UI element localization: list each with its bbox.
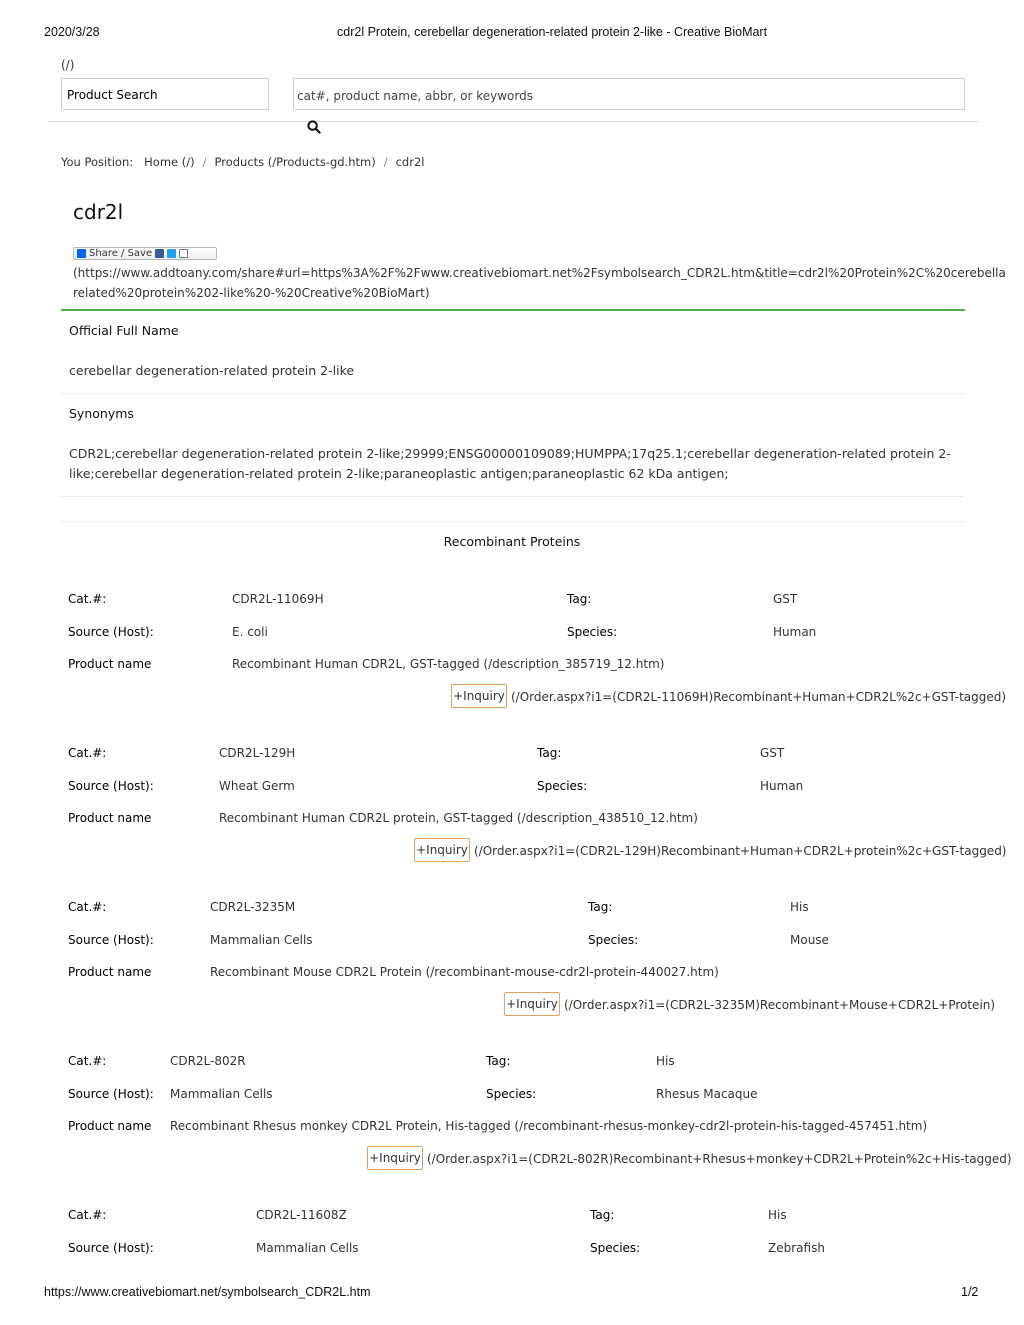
product-name-label: Product name <box>68 657 152 671</box>
product-name-label: Product name <box>68 965 152 979</box>
divider <box>61 393 965 394</box>
source-label: Source (Host): <box>68 624 154 639</box>
inquiry-button[interactable]: +Inquiry <box>367 1146 423 1170</box>
search-input[interactable] <box>293 78 965 110</box>
synonyms-heading: Synonyms <box>69 406 134 421</box>
cat-value: CDR2L-129H <box>219 746 296 760</box>
tag-value: His <box>768 1208 787 1222</box>
species-label: Species: <box>486 1086 537 1101</box>
synonyms-line1: CDR2L;cerebellar degeneration-related protein 2-like;29999;ENSG00000109089;HUMPPA;17q25.1;cerebellar degeneration-related protein 2- <box>69 446 951 461</box>
share-arrow-icon <box>179 249 188 258</box>
species-value: Human <box>760 778 804 793</box>
product-name-link[interactable]: Recombinant Human CDR2L, GST-tagged (/description_385719_12.htm) <box>232 657 665 671</box>
species-label: Species: <box>567 624 618 639</box>
source-value: Wheat Germ <box>219 778 295 793</box>
breadcrumb-current: cdr2l <box>395 155 425 169</box>
inquiry-button[interactable]: +Inquiry <box>504 992 560 1016</box>
product-search-label: Product Search <box>67 88 158 102</box>
twitter-icon <box>167 249 176 258</box>
order-link[interactable]: (/Order.aspx?i1=(CDR2L-129H)Recombinant+Human+CDR2L+protein%2c+GST-tagged) <box>474 843 1007 858</box>
breadcrumb-separator: / <box>383 155 388 169</box>
print-footer-url: https://www.creativebiomart.net/symbolsearch_CDR2L.htm <box>44 1285 371 1299</box>
breadcrumb <box>61 155 424 169</box>
cat-value: CDR2L-11608Z <box>256 1208 347 1222</box>
source-value: Mammalian Cells <box>170 1086 273 1101</box>
official-full-name-heading: Official Full Name <box>69 323 179 338</box>
tag-label: Tag: <box>590 1208 615 1222</box>
share-save-button[interactable] <box>73 247 217 260</box>
synonyms-line2: like;cerebellar degeneration-related protein 2-like;paraneoplastic antigen;paraneoplastic 62 kDa antigen; <box>69 466 729 481</box>
species-label: Species: <box>590 1240 641 1255</box>
header-divider <box>48 121 978 122</box>
source-label: Source (Host): <box>68 932 154 947</box>
tag-label: Tag: <box>486 1054 511 1068</box>
search-icon[interactable] <box>307 120 321 134</box>
inquiry-button[interactable]: +Inquiry <box>451 684 507 708</box>
tag-label: Tag: <box>588 900 613 914</box>
share-plus-icon <box>77 249 86 258</box>
cat-label: Cat.#: <box>68 1054 107 1068</box>
source-value: E. coli <box>232 624 268 639</box>
official-full-name-value: cerebellar degeneration-related protein 2-like <box>69 363 355 378</box>
share-url-line1[interactable]: (https://www.addtoany.com/share#url=https%3A%2F%2Fwww.creativebiomart.net%2Fsymbolsearch_CDR2L.htm&title=cdr2l%20Protein%2C%20cerebella <box>73 266 1006 280</box>
tag-label: Tag: <box>537 746 562 760</box>
source-value: Mammalian Cells <box>256 1240 359 1255</box>
share-url-line2[interactable]: related%20protein%202-like%20-%20Creative%20BioMart) <box>73 286 430 300</box>
tag-value: GST <box>773 592 798 606</box>
species-value: Mouse <box>790 932 829 947</box>
share-save-label: Share / Save <box>89 248 153 259</box>
green-divider <box>61 309 965 311</box>
recombinant-proteins-title: Recombinant Proteins <box>443 534 581 549</box>
cat-label: Cat.#: <box>68 1208 107 1222</box>
tag-value: His <box>656 1054 675 1068</box>
divider <box>61 496 965 497</box>
product-search-selector[interactable] <box>61 78 269 110</box>
product-name-link[interactable]: Recombinant Rhesus monkey CDR2L Protein, His-tagged (/recombinant-rhesus-monkey-cdr2l-protein-his-tagged-457451.htm) <box>170 1119 928 1133</box>
tag-value: GST <box>760 746 785 760</box>
product-name-link[interactable]: Recombinant Human CDR2L protein, GST-tagged (/description_438510_12.htm) <box>219 811 698 825</box>
print-footer-page: 1/2 <box>961 1285 979 1299</box>
cat-value: CDR2L-3235M <box>210 900 296 914</box>
source-value: Mammalian Cells <box>210 932 313 947</box>
breadcrumb-home[interactable]: Home (/) <box>144 155 195 169</box>
print-title: cdr2l Protein, cerebellar degeneration-related protein 2-like - Creative BioMart <box>337 25 768 39</box>
cat-label: Cat.#: <box>68 900 107 914</box>
order-link[interactable]: (/Order.aspx?i1=(CDR2L-802R)Recombinant+Rhesus+monkey+CDR2L+Protein%2c+His-tagged) <box>427 1151 1012 1166</box>
breadcrumb-separator: / <box>202 155 207 169</box>
logo-link[interactable]: (/) <box>61 58 75 72</box>
product-name-label: Product name <box>68 1119 152 1133</box>
order-link[interactable]: (/Order.aspx?i1=(CDR2L-11069H)Recombinant+Human+CDR2L%2c+GST-tagged) <box>511 689 1007 704</box>
breadcrumb-prefix: You Position: <box>61 155 134 169</box>
inquiry-button[interactable]: +Inquiry <box>414 838 470 862</box>
order-link[interactable]: (/Order.aspx?i1=(CDR2L-3235M)Recombinant+Mouse+CDR2L+Protein) <box>564 997 996 1012</box>
product-name-label: Product name <box>68 811 152 825</box>
tag-value: His <box>790 900 809 914</box>
cat-value: CDR2L-802R <box>170 1054 246 1068</box>
cat-label: Cat.#: <box>68 746 107 760</box>
facebook-icon <box>155 249 164 258</box>
cat-label: Cat.#: <box>68 592 107 606</box>
page-title: cdr2l <box>73 200 124 224</box>
species-value: Zebrafish <box>768 1240 825 1255</box>
source-label: Source (Host): <box>68 778 154 793</box>
tag-label: Tag: <box>567 592 592 606</box>
source-label: Source (Host): <box>68 1240 154 1255</box>
product-name-link[interactable]: Recombinant Mouse CDR2L Protein (/recombinant-mouse-cdr2l-protein-440027.htm) <box>210 965 719 979</box>
species-label: Species: <box>537 778 588 793</box>
species-value: Rhesus Macaque <box>656 1086 758 1101</box>
breadcrumb-products[interactable]: Products (/Products-gd.htm) <box>214 155 376 169</box>
divider <box>61 521 965 522</box>
search-input-placeholder: cat#, product name, abbr, or keywords <box>297 89 533 103</box>
species-value: Human <box>773 624 817 639</box>
source-label: Source (Host): <box>68 1086 154 1101</box>
species-label: Species: <box>588 932 639 947</box>
cat-value: CDR2L-11069H <box>232 592 324 606</box>
print-date: 2020/3/28 <box>44 25 100 39</box>
